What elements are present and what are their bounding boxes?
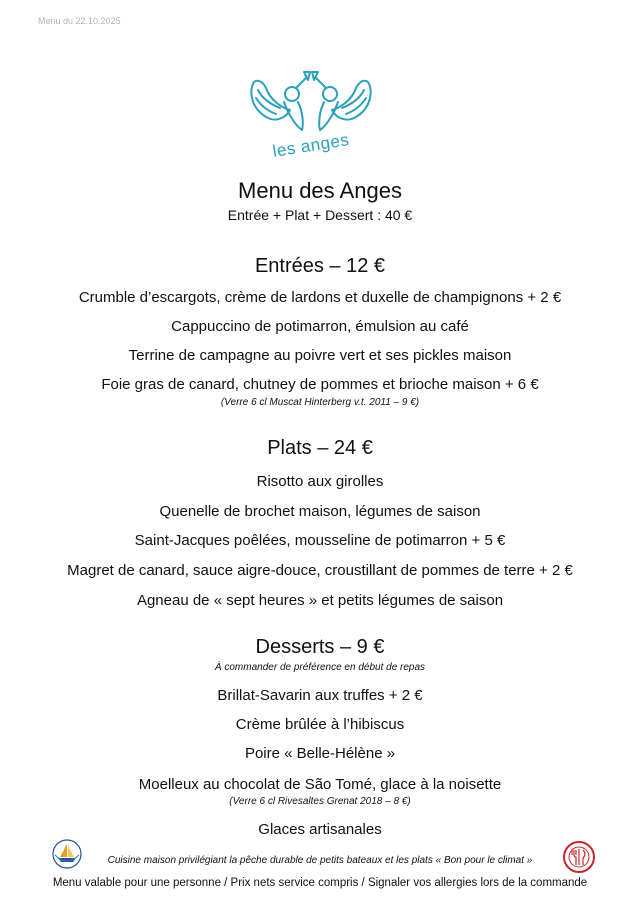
menu-item: Foie gras de canard, chutney de pommes et brioche maison + 6 € bbox=[101, 376, 539, 393]
menu-disclaimer: Menu valable pour une personne / Prix nets service compris / Signaler vos allergies lors de la commande bbox=[52, 877, 588, 889]
menu-item: Terrine de campagne au poivre vert et ses pickles maison bbox=[128, 347, 512, 364]
menu-item: Magret de canard, sauce aigre-douce, croustillant de pommes de terre + 2 € bbox=[67, 562, 573, 579]
menu-item: Risotto aux girolles bbox=[256, 473, 384, 490]
sustainability-note: Cuisine maison privilégiant la pêche durable de petits bateaux et les plats « Bon pour le climat » bbox=[107, 855, 533, 866]
menu-date: Menu du 22.10.2025 bbox=[38, 16, 121, 26]
menu-item: Crème brûlée à l’hibiscus bbox=[235, 716, 405, 733]
menu-formula: Entrée + Plat + Dessert : 40 € bbox=[227, 207, 413, 223]
wine-note: (Verre 6 cl Rivesaltes Grenat 2018 – 8 €) bbox=[229, 796, 411, 807]
menu-item: Quenelle de brochet maison, légumes de saison bbox=[159, 503, 481, 520]
menu-item: Saint-Jacques poêlées, mousseline de potimarron + 5 € bbox=[134, 532, 506, 549]
menu-item: Glaces artisanales bbox=[258, 821, 382, 838]
climate-badge-icon bbox=[562, 840, 596, 874]
wine-note: (Verre 6 cl Muscat Hinterberg v.t. 2011 – 9 €) bbox=[220, 397, 420, 408]
order-note: À commander de préférence en début de repas bbox=[214, 662, 426, 673]
menu-item: Crumble d’escargots, crème de lardons et duxelle de champignons + 2 € bbox=[78, 289, 562, 306]
logo-wordmark: les anges bbox=[271, 130, 351, 161]
menu-item: Brillat-Savarin aux truffes + 2 € bbox=[217, 687, 423, 704]
section-heading-entrees: Entrées – 12 € bbox=[254, 255, 386, 277]
menu-item: Moelleux au chocolat de São Tomé, glace à la noisette bbox=[138, 776, 502, 793]
menu-title: Menu des Anges bbox=[238, 178, 402, 203]
menu-item: Cappuccino de potimarron, émulsion au café bbox=[171, 318, 469, 335]
menu-item: Agneau de « sept heures » et petits légumes de saison bbox=[136, 592, 504, 609]
menu-item: Poire « Belle-Hélène » bbox=[244, 745, 396, 762]
section-heading-desserts: Desserts – 9 € bbox=[255, 636, 385, 658]
les-anges-logo bbox=[246, 70, 376, 170]
bon-pour-le-climat-badge bbox=[562, 840, 596, 874]
section-heading-plats: Plats – 24 € bbox=[267, 437, 373, 459]
